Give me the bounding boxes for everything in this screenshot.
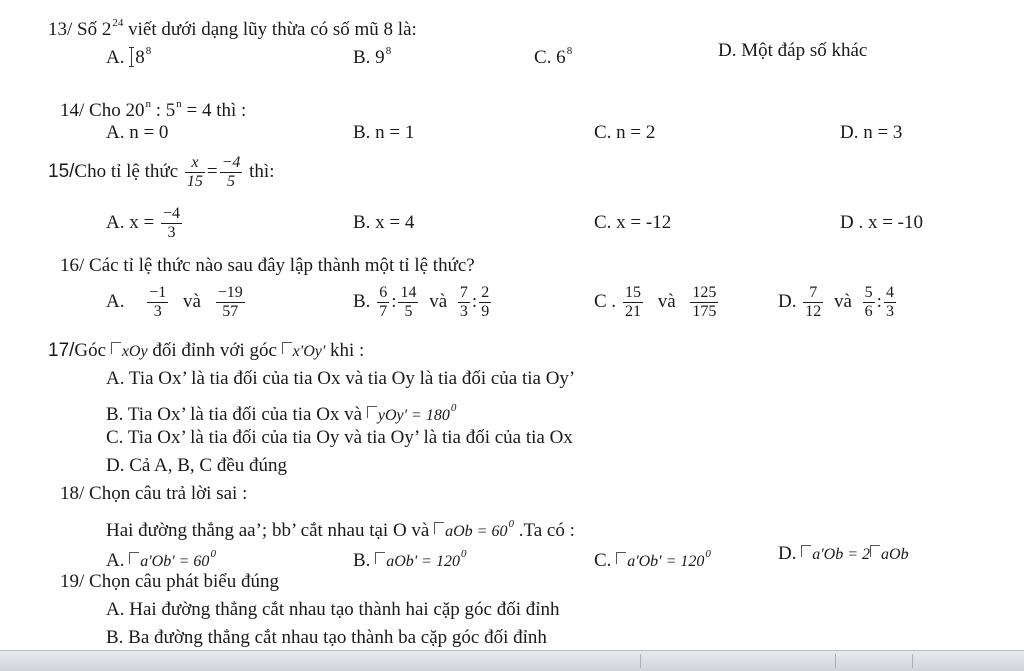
status-bar [0, 650, 1024, 671]
q13-a-value: 8 [135, 47, 145, 68]
q18-b-label: B. [353, 550, 376, 571]
q16-b1-den: 7 [379, 303, 388, 321]
q16-b-and: và [429, 291, 448, 312]
q17-option-c: C. Tia Ox’ là tia đối của tia Oy và tia Oy’ là tia đối của tia Ox [106, 427, 573, 448]
q18-stem-text: Hai đường thẳng aa’; bb’ cắt nhau tại O và [106, 520, 435, 541]
q16-d3-num: 4 [885, 284, 894, 302]
angle-icon [111, 342, 121, 354]
q13-a-exp: 8 [145, 45, 152, 57]
q16-d3-den: 3 [885, 303, 894, 321]
q14-tail: = 4 thì : [181, 100, 247, 121]
q16-c2-den: 175 [692, 303, 717, 321]
q15-a-den: 3 [167, 224, 176, 242]
q16-c-fraction-1 [623, 284, 643, 321]
question-17 [48, 340, 364, 363]
q13-tail: viết dưới dạng lũy thừa có số mũ 8 là: [123, 19, 417, 40]
q13-c-exp: 8 [566, 45, 573, 57]
q13-option-a [106, 40, 151, 69]
q15-equals: = [206, 161, 218, 182]
q16-d-fraction-2 [863, 284, 875, 321]
q16-a-and: và [183, 291, 201, 312]
q15-text: Cho tỉ lệ thức [74, 161, 179, 182]
q18-option-d [778, 543, 909, 566]
angle-icon [282, 342, 292, 354]
q16-d1-den: 12 [805, 303, 822, 321]
q17-b-text: B. Tia Ox’ là tia đối của tia Ox và [106, 404, 367, 425]
q16-a2-num: −19 [217, 284, 243, 302]
q16-option-c [594, 282, 720, 322]
text-cursor-icon [129, 47, 135, 67]
q15-a-num: −4 [162, 205, 180, 223]
q15-option-b: B. x = 4 [353, 212, 415, 233]
q18-option-a [106, 543, 216, 573]
q16-d-fraction-3 [884, 284, 896, 321]
q18-stem-tail: .Ta có : [513, 520, 575, 541]
q14-head: 14/ Cho 20 [60, 100, 145, 121]
q18-stem-degree: 0 [508, 518, 514, 530]
angle-icon [616, 552, 626, 564]
q16-b4-den: 9 [481, 303, 490, 321]
q13-head: 13/ Số 2 [48, 19, 112, 40]
q16-a1-num: −1 [149, 284, 167, 302]
angle-icon [375, 552, 385, 564]
question-18: 18/ Chọn câu trả lời sai : [60, 483, 248, 504]
q16-b-colon-1: : [391, 291, 397, 312]
status-divider [835, 654, 836, 668]
q16-d2-num: 5 [864, 284, 873, 302]
q17-text1: Góc [74, 340, 107, 361]
q17-option-d: D. Cả A, B, C đều đúng [106, 455, 288, 476]
q16-b2-num: 14 [400, 284, 417, 302]
q14-option-c: C. n = 2 [594, 122, 656, 143]
question-13 [48, 12, 417, 41]
angle-icon [129, 552, 139, 564]
q16-a1-den: 3 [153, 303, 162, 321]
q16-b-label: B. [353, 291, 371, 312]
q15-option-a [106, 203, 184, 243]
q13-option-b [353, 40, 391, 69]
q16-b2-den: 5 [404, 303, 413, 321]
q16-c-fraction-2 [690, 284, 718, 321]
q17-text3: khi : [325, 340, 365, 361]
q16-b4-num: 2 [481, 284, 490, 302]
q18-stem [106, 513, 575, 543]
q16-c1-den: 21 [624, 303, 641, 321]
q18-a-math: a'Ob' = 60 [140, 553, 210, 570]
q16-b-fraction-4 [479, 284, 491, 321]
q16-d-fraction-1 [803, 284, 823, 321]
q16-option-b [353, 282, 493, 322]
q16-d1-num: 7 [803, 284, 823, 303]
q15-fraction-1 [185, 154, 205, 191]
q13-b-label: B. 9 [353, 47, 385, 68]
q18-c-degree: 0 [705, 548, 711, 560]
q15-a-fraction [161, 205, 182, 242]
q14-option-a: A. n = 0 [106, 122, 169, 143]
q13-exponent: 24 [112, 17, 124, 29]
angle-icon [801, 545, 811, 557]
q16-a-fraction-1 [147, 284, 168, 321]
q13-option-d: D. Một đáp số khác [718, 40, 868, 61]
q14-mid: : 5 [150, 100, 176, 121]
status-divider [912, 654, 913, 668]
q14-option-d: D. n = 3 [840, 122, 903, 143]
q16-c1-num: 15 [624, 284, 641, 302]
q16-c-and: và [657, 291, 676, 312]
q14-exp1: n [145, 98, 151, 110]
q18-option-c [594, 543, 711, 573]
q18-option-b [353, 543, 466, 573]
q13-option-c [534, 40, 572, 69]
q17-text2: đối đỉnh với góc [147, 340, 282, 361]
q16-d-and: và [833, 291, 852, 312]
q15-f2-den: 5 [226, 173, 235, 191]
question-15 [48, 152, 274, 192]
q15-head: 15/ [48, 161, 75, 182]
q17-angle-1: xOy [121, 343, 148, 360]
q18-d-label: D. [778, 543, 802, 564]
q16-a-fraction-2 [216, 284, 245, 321]
q16-b-fraction-2 [398, 284, 418, 321]
q13-c-label: C. 6 [534, 47, 566, 68]
q13-b-exp: 8 [385, 45, 392, 57]
q16-c2-num: 125 [692, 284, 717, 302]
q17-head: 17/ [48, 340, 75, 361]
q16-b3-den: 3 [459, 303, 468, 321]
q16-d-label: D. [778, 291, 797, 312]
status-divider [640, 654, 641, 668]
q19-option-a: A. Hai đường thẳng cắt nhau tạo thành hai cặp góc đối đỉnh [106, 599, 560, 620]
q16-b-colon-2: : [471, 291, 478, 312]
q15-fraction-2 [220, 154, 243, 191]
angle-icon [870, 545, 880, 557]
q18-a-label: A. [106, 550, 130, 571]
q15-option-d: D . x = -10 [840, 212, 924, 233]
q18-d-math-1: a'Ob = 2 [812, 546, 871, 563]
q18-c-math: a'Ob' = 120 [627, 553, 705, 570]
question-14 [60, 93, 246, 122]
q16-option-a [106, 282, 247, 322]
q19-option-b: B. Ba đường thẳng cắt nhau tạo thành ba cặp góc đối đỉnh [106, 627, 547, 648]
q18-c-label: C. [594, 550, 617, 571]
q18-a-degree: 0 [210, 548, 216, 560]
q16-d-colon: : [876, 291, 882, 312]
q16-c-label: C . [594, 291, 617, 312]
q15-f1-num: x [185, 154, 205, 173]
angle-icon [367, 406, 377, 418]
q18-b-math: aOb' = 120 [386, 553, 460, 570]
q17-option-b [106, 397, 456, 427]
q15-f1-den: 15 [186, 173, 203, 191]
q16-b-fraction-1 [377, 284, 389, 321]
question-19: 19/ Chọn câu phát biểu đúng [60, 571, 279, 592]
q16-a-label: A. [106, 291, 125, 312]
q18-d-math-2: aOb [881, 546, 909, 563]
q18-b-degree: 0 [460, 548, 467, 560]
angle-icon [434, 522, 444, 534]
q16-b1-num: 6 [379, 284, 388, 302]
q16-b3-num: 7 [459, 284, 468, 302]
q15-tail: thì: [249, 161, 275, 182]
q15-option-c: C. x = -12 [594, 212, 672, 233]
q18-stem-math: aOb = 60 [445, 523, 508, 540]
q16-d2-den: 6 [864, 303, 873, 321]
q16-a2-den: 57 [222, 303, 239, 321]
q15-a-label: A. x = [106, 212, 155, 233]
q15-f2-num: −4 [221, 154, 241, 172]
q17-b-degree: 0 [450, 402, 457, 414]
q16-b-fraction-3 [458, 284, 470, 321]
q17-angle-2: x'Oy' [292, 343, 326, 360]
question-16: 16/ Các tỉ lệ thức nào sau đây lập thành một tỉ lệ thức? [60, 255, 475, 276]
q17-option-a: A. Tia Ox’ là tia đối của tia Ox và tia Oy là tia đối của tia Oy’ [106, 368, 576, 389]
q16-option-d [778, 282, 898, 322]
q17-b-math: yOy' = 180 [377, 407, 450, 424]
q14-exp2: n [176, 98, 182, 110]
q13-a-label: A. [106, 47, 130, 68]
q14-option-b: B. n = 1 [353, 122, 415, 143]
